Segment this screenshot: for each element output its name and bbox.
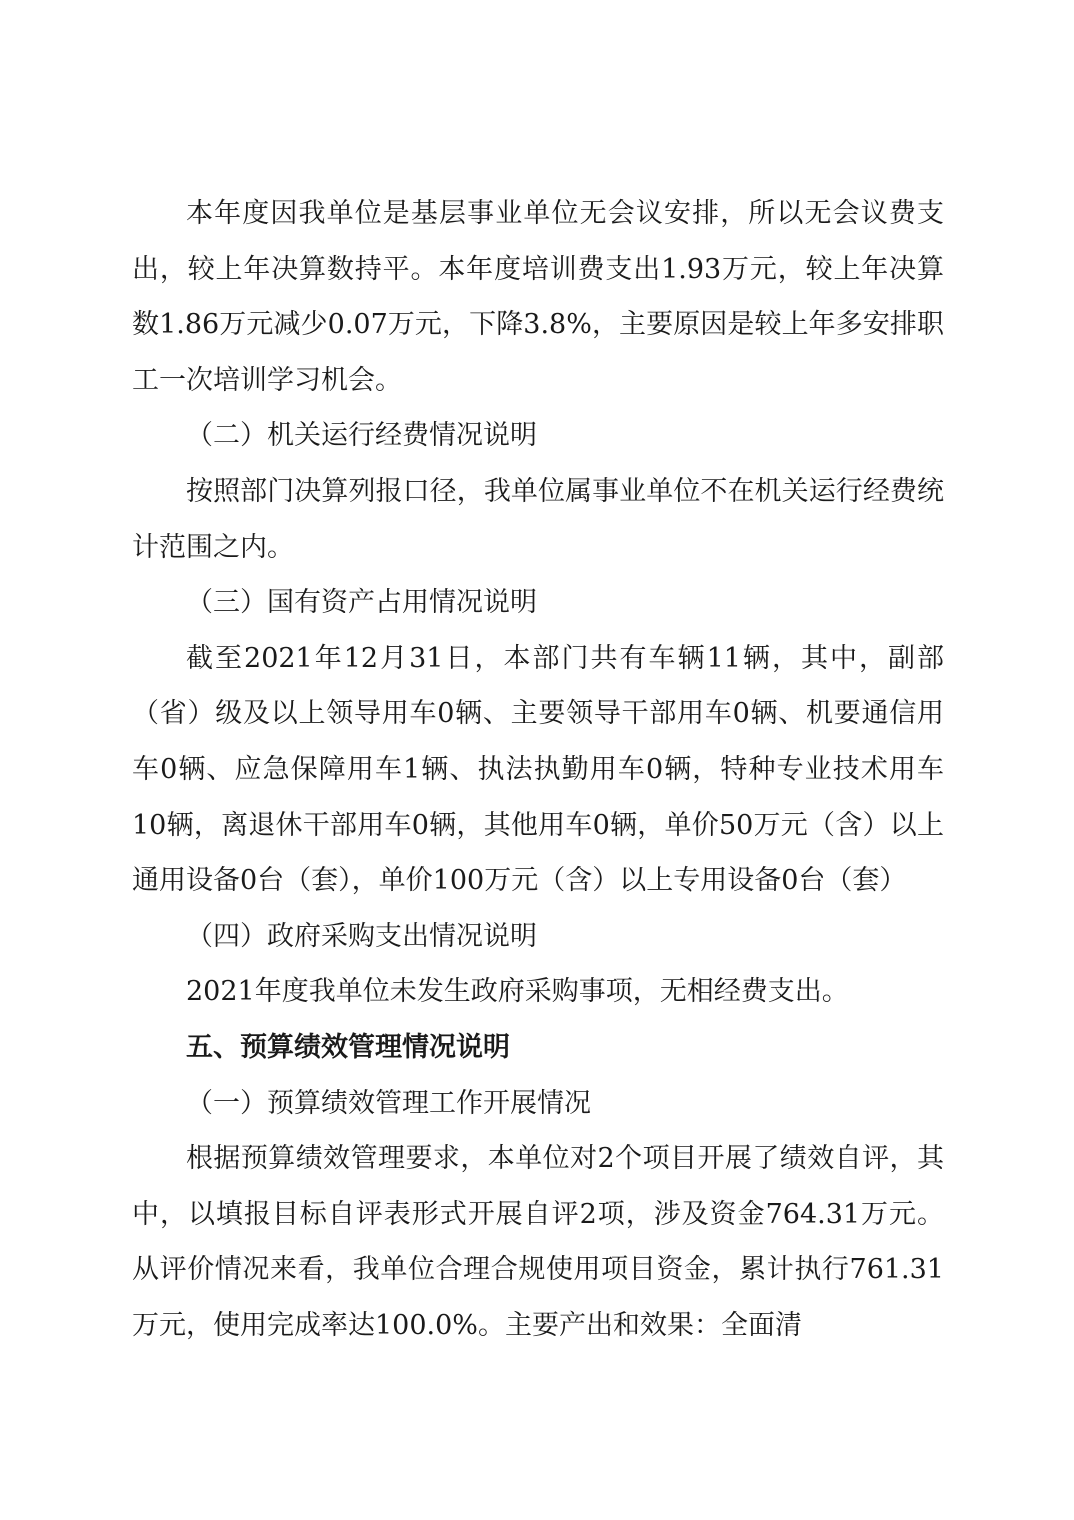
- subheading-state-assets: （三）国有资产占用情况说明: [186, 587, 537, 619]
- paragraph-performance-work: 根据预算绩效管理要求，本单位对2个项目开展了绩效自评，其中，以填报目标自评表形式开展自评2项，涉及资金764.31万元。从评价情况来看，我单位合理合规使用项目资金，累计执行761.31万元，使用完成率达100.0%。主要产出和效果：全面清: [132, 1143, 944, 1341]
- section-heading-performance: 五、预算绩效管理情况说明: [186, 1031, 510, 1063]
- document-body: [132, 186, 944, 1353]
- paragraph-state-assets: 截至2021年12月31日，本部门共有车辆11辆，其中，副部（省）级及以上领导用车0辆、主要领导干部用车0辆、机要通信用车0辆、应急保障用车1辆、执法执勤用车0辆，特种专业技术用车10辆，离退休干部用车0辆，其他用车0辆，单价50万元（含）以上通用设备0台（套），单价100万元（含）以上专用设备0台（套）: [132, 642, 944, 897]
- paragraph-meeting-training: 本年度因我单位是基层事业单位无会议安排，所以无会议费支出，较上年决算数持平。本年度培训费支出1.93万元，较上年决算数1.86万元减少0.07万元，下降3.8%，主要原因是较上年多安排职工一次培训学习机会。: [132, 198, 944, 396]
- subheading-operating-funds: （二）机关运行经费情况说明: [186, 420, 537, 452]
- subheading-performance-work: （一）预算绩效管理工作开展情况: [186, 1087, 591, 1119]
- paragraph-procurement: 2021年度我单位未发生政府采购事项，无相经费支出。: [186, 976, 849, 1008]
- subheading-procurement: （四）政府采购支出情况说明: [186, 920, 537, 952]
- paragraph-operating-funds: 按照部门决算列报口径，我单位属事业单位不在机关运行经费统计范围之内。: [132, 475, 944, 563]
